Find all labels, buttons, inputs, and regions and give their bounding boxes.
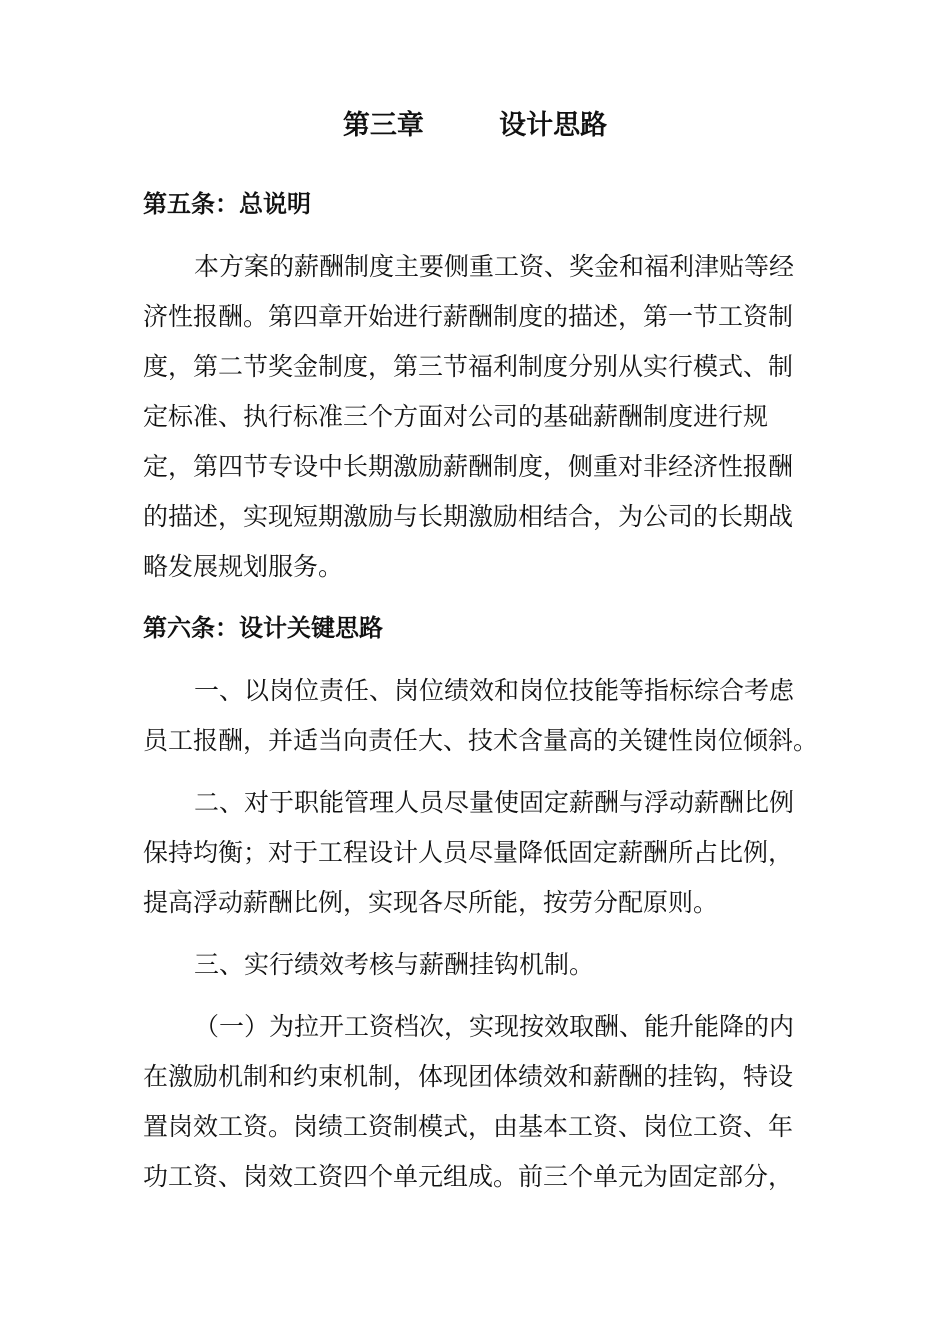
paragraph-line: 员工报酬，并适当向责任大、技术含量高的关键性岗位倾斜。 [143,726,819,755]
chapter-title: 第三章 设计思路 [342,110,608,141]
article-6-heading: 第六条：设计关键思路 [143,614,383,642]
paragraph-line: （一）为拉开工资档次，实现按效取酬、能升能降的内 [194,1012,795,1041]
paragraph-line: 定，第四节专设中长期激励薪酬制度，侧重对非经济性报酬 [143,452,794,481]
paragraph-line: 二、对于职能管理人员尽量使固定薪酬与浮动薪酬比例 [194,788,795,817]
paragraph-line: 提高浮动薪酬比例，实现各尽所能，按劳分配原则。 [143,888,719,917]
paragraph-line: 置岗效工资。岗绩工资制模式，由基本工资、岗位工资、年 [143,1112,794,1141]
paragraph-line: 济性报酬。第四章开始进行薪酬制度的描述，第一节工资制 [143,302,794,331]
paragraph-line: 度，第二节奖金制度，第三节福利制度分别从实行模式、制 [143,352,794,381]
paragraph-line: 略发展规划服务。 [143,552,344,581]
paragraph-line: 功工资、岗效工资四个单元组成。前三个单元为固定部分， [143,1162,794,1191]
paragraph-line: 三、实行绩效考核与薪酬挂钩机制。 [194,950,595,979]
paragraph-line: 在激励机制和约束机制，体现团体绩效和薪酬的挂钩，特设 [143,1062,794,1091]
paragraph-line: 的描述，实现短期激励与长期激励相结合，为公司的长期战 [143,502,794,531]
paragraph-line: 保持均衡；对于工程设计人员尽量降低固定薪酬所占比例， [143,838,794,867]
paragraph-line: 一、以岗位责任、岗位绩效和岗位技能等指标综合考虑 [194,676,795,705]
paragraph-line: 本方案的薪酬制度主要侧重工资、奖金和福利津贴等经 [194,252,795,281]
article-5-heading: 第五条：总说明 [143,190,311,218]
paragraph-line: 定标准、执行标准三个方面对公司的基础薪酬制度进行规 [143,402,769,431]
